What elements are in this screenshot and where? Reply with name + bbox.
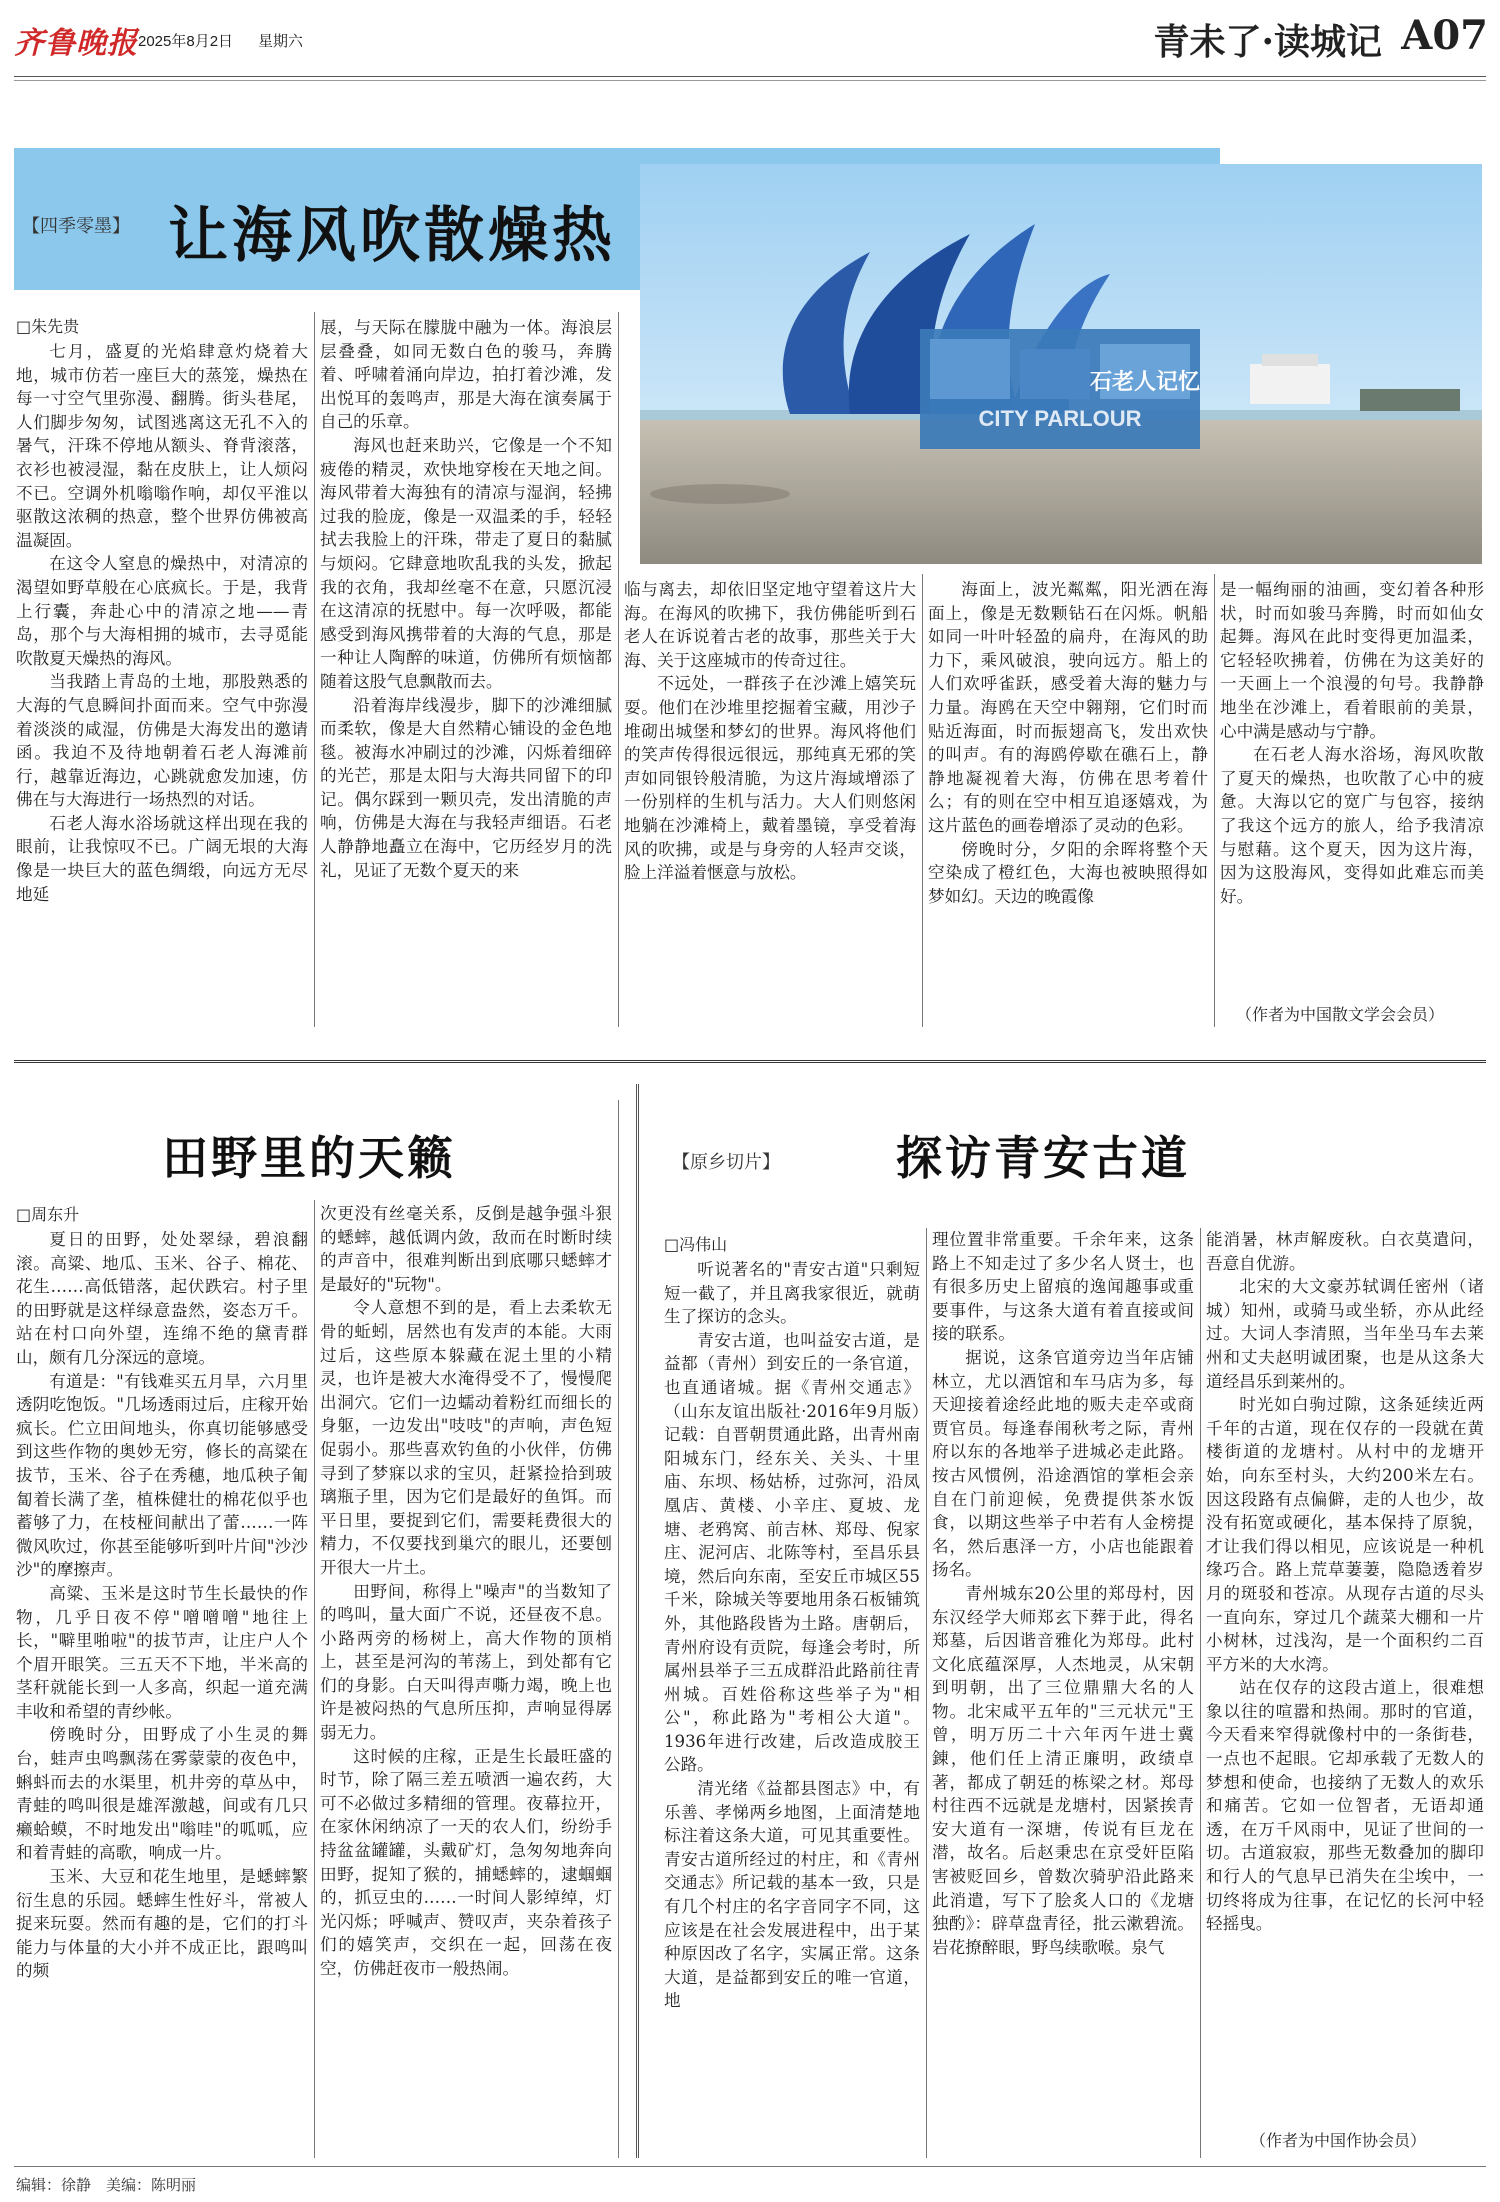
paragraph: 在石老人海水浴场，海风吹散了夏天的燥热，也吹散了心中的疲惫。大海以它的宽广与包容，接纳了我这个远方的旅人，给予我清凉与慰藉。这个夏天，因为这片海，因为这股海风，变得如此难忘而美好。	[1220, 745, 1484, 906]
article-author: □周东升	[16, 1205, 80, 1224]
paragraph: 这时候的庄稼，正是生长最旺盛的时节，除了隔三差五喷洒一遍农药，大可不必做过多精细的管理。夜幕拉开，在家休闲纳凉了一天的农人们，纷纷手持盆盆罐罐，头戴矿灯，急匆匆地奔向田野，捉知了猴的，捕蟋蟀的，逮蝈蝈的，抓豆虫的……一时间人影绰绰，灯光闪烁；呼喊声、赞叹声，夹杂着孩子们的嬉笑声，交织在一起，回荡在夜空，仿佛赶夜市一般热闹。	[320, 1746, 612, 1978]
paragraph: 七月，盛夏的光焰肆意灼烧着大地，城市仿若一座巨大的蒸笼，燥热在每一寸空气里弥漫、翻腾。街头巷尾，人们脚步匆匆，试图逃离这无孔不入的暑气，汗珠不停地从额头、脊背滚落，衣衫也被浸湿，黏在皮肤上，让人烦闷不已。空调外机嗡嗡作响，却仅平淮以驱散这浓稠的热意，整个世界仿佛被高温凝固。	[16, 342, 308, 550]
column-divider	[1200, 1228, 1201, 2158]
paragraph: 海面上，波光粼粼，阳光洒在海面上，像是无数颗钻石在闪烁。帆船如同一叶叶轻盈的扁舟，在海风的助力下，乘风破浪，驶向远方。船上的人们欢呼雀跃，感受着大海的魅力与力量。海鸥在天空中翱翔，它们时而贴近海面，时而振翅高飞，发出欢快的叫声。有的海鸥停歇在礁石上，静静地凝视着大海，仿佛在思考着什么；有的则在空中相互追逐嬉戏，为这片蓝色的画卷增添了灵动的色彩。	[928, 580, 1208, 835]
paragraph: 北宋的大文豪苏轼调任密州（诸城）知州，或骑马或坐轿，亦从此经过。大词人李清照，当年坐马车去莱州和丈夫赵明诚团聚，也是从这条大道经昌乐到莱州的。	[1206, 1277, 1484, 1391]
article-author: □朱先贵	[16, 317, 80, 336]
newspaper-logo: 齐鲁晚报	[14, 26, 138, 61]
paragraph: 听说著名的"青安古道"只剩短短一截了，并且离我家很近，就萌生了探访的念头。	[664, 1260, 920, 1327]
paragraph: 时光如白驹过隙，这条延续近两千年的古道，现在仅存的一段就在黄楼街道的龙塘村。从村中的龙塘开始，向东至村头，大约200米左右。因这段路有点偏僻，走的人也少，故没有拓宽或硬化，基本保持了原貌，才让我们得以相见，应该说是一种机缘巧合。路上荒草萋萋，隐隐透着岁月的斑驳和苍凉。从现存古道的尽头一直向东，穿过几个蔬菜大棚和一片小树林，过浅沟，是一个面积约二百平方米的大水湾。	[1206, 1395, 1484, 1674]
column-divider	[618, 1100, 619, 2158]
paragraph: 有道是："有钱难买五月旱，六月里透阴吃饱饭。"几场透雨过后，庄稼开始疯长。伫立田间地头，你真切能够感受到这些作物的奥妙无穷，修长的高粱在拔节，玉米、谷子在秀穗，地瓜秧子匍匐着长满了垄，植株健壮的棉花似乎也蓄够了力，在枝桠间献出了蕾……一阵微风吹过，你甚至能够听到叶片间"沙沙沙"的摩擦声。	[16, 1371, 308, 1580]
article-column-3	[1206, 1228, 1484, 2116]
author-credit: （作者为中国散文学会会员）	[1236, 1005, 1445, 1024]
paragraph: 青安古道，也叫益安古道，是益都（青州）到安丘的一条官道，也直通诸城。据《青州交通志》（山东友谊出版社·2016年9月版）记载：自晋朝贯通此路，出青州南阳城东门，经东关、关头、十里庙、东坝、杨姑桥，过弥河，沿凤凰店、黄楼、小辛庄、夏坡、龙塘、老鸦窝、前吉林、郑母、倪家庄、泥河店、北陈等村，至昌乐县境，然后向东南，至安丘市城区55千米，除城关等要地用条石板铺筑外，其他路段皆为土路。唐朝后，青州府设有贡院，每逢会考时，所属州县举子三五成群沿此路前往青州城。百姓俗称这些举子为"相公"，称此路为"考相公大道"。1936年进行改建，后改造成胶王公路。	[664, 1330, 920, 1775]
article-column-1	[16, 340, 308, 1028]
author-credit: （作者为中国作协会员）	[1250, 2131, 1427, 2150]
issue-date: 2025年8月2日	[138, 33, 234, 50]
footer-rule	[14, 2166, 1486, 2167]
column-tag: 【原乡切片】	[672, 1152, 780, 1173]
column-divider	[922, 574, 923, 1027]
paragraph: 理位置非常重要。千余年来，这条路上不知走过了多少名人贤士，也有很多历史上留痕的逸闻趣事或重要事件，与这条大道有着直接或间接的联系。	[932, 1230, 1194, 1344]
article-column-4	[928, 578, 1208, 1028]
beach-sculpture-photo	[640, 164, 1482, 564]
paragraph: 临与离去，却依旧坚定地守望着这片大海。在海风的吹拂下，我仿佛能听到石老人在诉说着古老的故事，那些关于大海、关于这座城市的传奇过往。	[624, 580, 916, 670]
article-column-3	[624, 578, 916, 1028]
issue-weekday: 星期六	[258, 33, 304, 50]
article-author: □冯伟山	[664, 1235, 728, 1254]
column-divider	[314, 1200, 315, 2158]
paragraph: 不远处，一群孩子在沙滩上嬉笑玩耍。他们在沙堆里挖掘着宝藏，用沙子堆砌出城堡和梦幻的世界。海风将他们的笑声传得很远很远，那纯真无邪的笑声如同银铃般清脆，为这片海域增添了一份别样的生机与活力。大人们则悠闲地躺在沙滩椅上，戴着墨镜，享受着海风的吹拂，或是与身旁的人轻声交谈，脸上洋溢着惬意与放松。	[624, 674, 916, 883]
paragraph: 沿着海岸线漫步，脚下的沙滩细腻而柔软，像是大自然精心铺设的金色地毯。被海水冲刷过的沙滩，闪烁着细碎的光芒，那是太阳与大海共同留下的印记。偶尔踩到一颗贝壳，发出清脆的声响，仿佛是大海在与我轻声细语。石老人静静地矗立在海中，它历经岁月的洗礼，见证了无数个夏天的来	[320, 695, 612, 880]
paragraph: 夏日的田野，处处翠绿，碧浪翻滚。高粱、地瓜、玉米、谷子、棉花、花生……高低错落，起伏跌宕。村子里的田野就是这样绿意盎然，姿态万千。站在村口向外望，连绵不绝的黛青群山，颇有几分深远的意境。	[16, 1230, 308, 1367]
paragraph: 据说，这条官道旁边当年店铺林立，尤以酒馆和车马店为多，每天迎接着途经此地的贩夫走卒或商贾官员。每逢春闱秋考之际，青州府以东的各地举子进城必走此路。按古风惯例，沿途酒馆的掌柜会亲自在门前迎候，免费提供茶水饭食，以期这些举子中若有人金榜提名，然后惠泽一方，小店也能跟着扬名。	[932, 1347, 1194, 1580]
column-divider	[1214, 574, 1215, 1027]
paragraph: 站在仅存的这段古道上，很难想象以往的喧嚣和热闹。那时的官道，今天看来窄得就像村中的一条街巷，一点也不起眼。它却承载了无数人的梦想和使命，也接纳了无数人的欢乐和痛苦。它如一位智者，无语却通透，在万千风雨中，见证了世间的一切。古道寂寂，那些无数叠加的脚印和行人的气息早已消失在尘埃中，一切终将成为往事，在记忆的长河中轻轻摇曳。	[1206, 1678, 1484, 1934]
article-column-1	[16, 1228, 308, 2158]
paragraph: 能消暑，林声解废秋。白衣莫遣问，吾意自优游。	[1206, 1230, 1484, 1273]
section-title: 青未了·读城记	[1153, 21, 1382, 63]
article-column-5	[1220, 578, 1484, 998]
paragraph: 玉米、大豆和花生地里，是蟋蟀繁衍生息的乐园。蟋蟀生性好斗，常被人捉来玩耍。然而有趣的是，它们的打斗能力与体量的大小并不成正比，跟鸣叫的频	[16, 1867, 308, 1981]
article-column-1	[664, 1258, 920, 2158]
article-title: 田野里的天籁	[162, 1131, 456, 1185]
article-separator	[636, 1084, 639, 2158]
paragraph: 青州城东20公里的郑母村，因东汉经学大师郑玄下葬于此，得名郑墓，后因谐音雅化为郑母。此村文化底蕴深厚，人杰地灵，从宋朝到明朝，出了三位鼎鼎大名的人物。北宋咸平五年的"三元状元"王曾，明万历二十六年丙午进士冀錬，他们任上清正廉明，政绩卓著，都成了朝廷的栋梁之材。郑母村往西不远就是龙塘村，因紧挨青安大道有一深塘，传说有巨龙在潜，故名。后赵秉忠在京受奸臣陷害被贬回乡，曾数次骑驴沿此路来此消遣，写下了脍炙人口的《龙塘独酌》：辟草盘青径，批云漱碧流。岩花撩醉眼，野鸟续歌喉。泉气	[932, 1583, 1194, 1957]
column-tag: 【四季零墨】	[22, 216, 130, 237]
photo-illustration	[640, 164, 1482, 564]
paragraph: 清光绪《益都县图志》中，有乐善、孝悌两乡地图，上面清楚地标注着这条大道，可见其重要性。青安古道所经过的村庄，和《青州交通志》所记载的基本一致，只是有几个村庄的名字音同字不同，这应该是在社会发展进程中，出于某种原因改了名字，实属正常。这条大道，是益都到安丘的唯一官道，地	[664, 1779, 920, 2011]
paragraph: 田野间，称得上"噪声"的当数知了的鸣叫，量大面广不说，还昼夜不息。小路两旁的杨树上，高大作物的顶梢上，甚至是河沟的苇荡上，到处都有它们的身影。白天叫得声嘶力竭，晚上也许是被闷热的气息所压抑，声响显得孱弱无力。	[320, 1581, 612, 1743]
paragraph: 令人意想不到的是，看上去柔软无骨的蚯蚓，居然也有发声的本能。大雨过后，这些原本躲藏在泥土里的小精灵，也许是被大水淹得受不了，慢慢爬出洞穴。它们一边蠕动着粉红而细长的身躯，一边发出"吱吱"的声响，声色短促弱小。那些喜欢钓鱼的小伙伴，仿佛寻到了梦寐以求的宝贝，赶紧捡拾到玻璃瓶子里，因为它们是最好的鱼饵。而平日里，要捉到它们，需要耗费很大的精力，不仅要找到巢穴的眼儿，还要刨开很大一片土。	[320, 1298, 612, 1577]
photo-sign-cn: 石老人记忆	[1089, 370, 1201, 395]
editor-credits: 编辑：徐静 美编：陈明丽	[16, 2177, 197, 2194]
photo-sign-en: CITY PARLOUR	[978, 406, 1142, 431]
section-divider	[14, 1060, 1486, 1063]
paragraph: 展，与天际在朦胧中融为一体。海浪层层叠叠，如同无数白色的骏马，奔腾着、呼啸着涌向岸边，拍打着沙滩，发出悦耳的轰鸣声，那是大海在演奏属于自己的乐章。	[320, 318, 612, 432]
header-rule	[14, 76, 1486, 77]
paragraph: 是一幅绚丽的油画，变幻着各种形状，时而如骏马奔腾，时而如仙女起舞。海风在此时变得更加温柔，它轻轻吹拂着，仿佛在为这美好的一天画上一个浪漫的句号。我静静地坐在沙滩上，看着眼前的美景，心中满是感动与宁静。	[1220, 580, 1484, 741]
paragraph: 海风也赶来助兴，它像是一个不知疲倦的精灵，欢快地穿梭在天地之间。海风带着大海独有的清凉与湿润，轻拂过我的脸庞，像是一双温柔的手，轻轻拭去我脸上的汗珠，带走了夏日的黏腻与烦闷。它肆意地吹乱我的头发，掀起我的衣角，我却丝毫不在意，只愿沉浸在这清凉的抚慰中。每一次呼吸，都能感受到海风携带着的大海的气息，那是一种让人陶醉的味道，仿佛所有烦恼都随着这股气息飘散而去。	[320, 435, 612, 691]
paragraph: 当我踏上青岛的土地，那股熟悉的大海的气息瞬间扑面而来。空气中弥漫着淡淡的咸湿，仿佛是大海发出的邀请函。我迫不及待地朝着石老人海滩前行，越靠近海边，心跳就愈发加速，仿佛在与大海进行一场热烈的对话。	[16, 672, 308, 810]
article-column-2	[320, 1202, 612, 2158]
paragraph: 傍晚时分，田野成了小生灵的舞台，蛙声虫鸣飘荡在雾蒙蒙的夜色中，蝌蚪而去的水渠里，机井旁的草丛中，青蛙的鸣叫很是雄浑激越，间或有几只癞蛤蟆，不时地发出"嗡哇"的呱呱，应和着青蛙的高歌，响成一片。	[16, 1725, 308, 1863]
column-divider	[618, 312, 619, 1027]
column-divider	[926, 1228, 927, 2158]
column-divider	[314, 312, 315, 1027]
article-column-2	[320, 316, 612, 1028]
paragraph: 次更没有丝毫关系，反倒是越争强斗狠的蟋蟀，越低调内敛，敌而在时断时续的声音中，很难判断出到底哪只蟋蟀才是最好的"玩物"。	[320, 1204, 612, 1294]
article-title: 探访青安古道	[896, 1131, 1190, 1185]
paragraph: 在这令人窒息的燥热中，对清凉的渴望如野草般在心底疯长。于是，我背上行囊，奔赴心中的清凉之地——青岛，那个与大海相拥的城市，去寻觅能吹散夏天燥热的海风。	[16, 554, 308, 668]
header-rule-thin	[14, 80, 1486, 81]
paragraph: 石老人海水浴场就这样出现在我的眼前，让我惊叹不已。广阔无垠的大海像是一块巨大的蓝色绸缎，向远方无尽地延	[16, 813, 308, 904]
article-column-2	[932, 1228, 1194, 2158]
paragraph: 高粱、玉米是这时节生长最快的作物，几乎日夜不停"噌噌噌"地往上长，"噼里啪啦"的拔节声，让庄户人个个眉开眼笑。三五天不下地，半米高的茎秆就能长到一人多高，织起一道充满丰收和希望的青纱帐。	[16, 1583, 308, 1721]
article-title: 让海风吹散燥热	[168, 201, 616, 271]
paragraph: 傍晚时分，夕阳的余晖将整个天空染成了橙红色，大海也被映照得如梦如幻。天边的晚霞像	[928, 839, 1208, 906]
page-number: A07	[1401, 12, 1488, 59]
